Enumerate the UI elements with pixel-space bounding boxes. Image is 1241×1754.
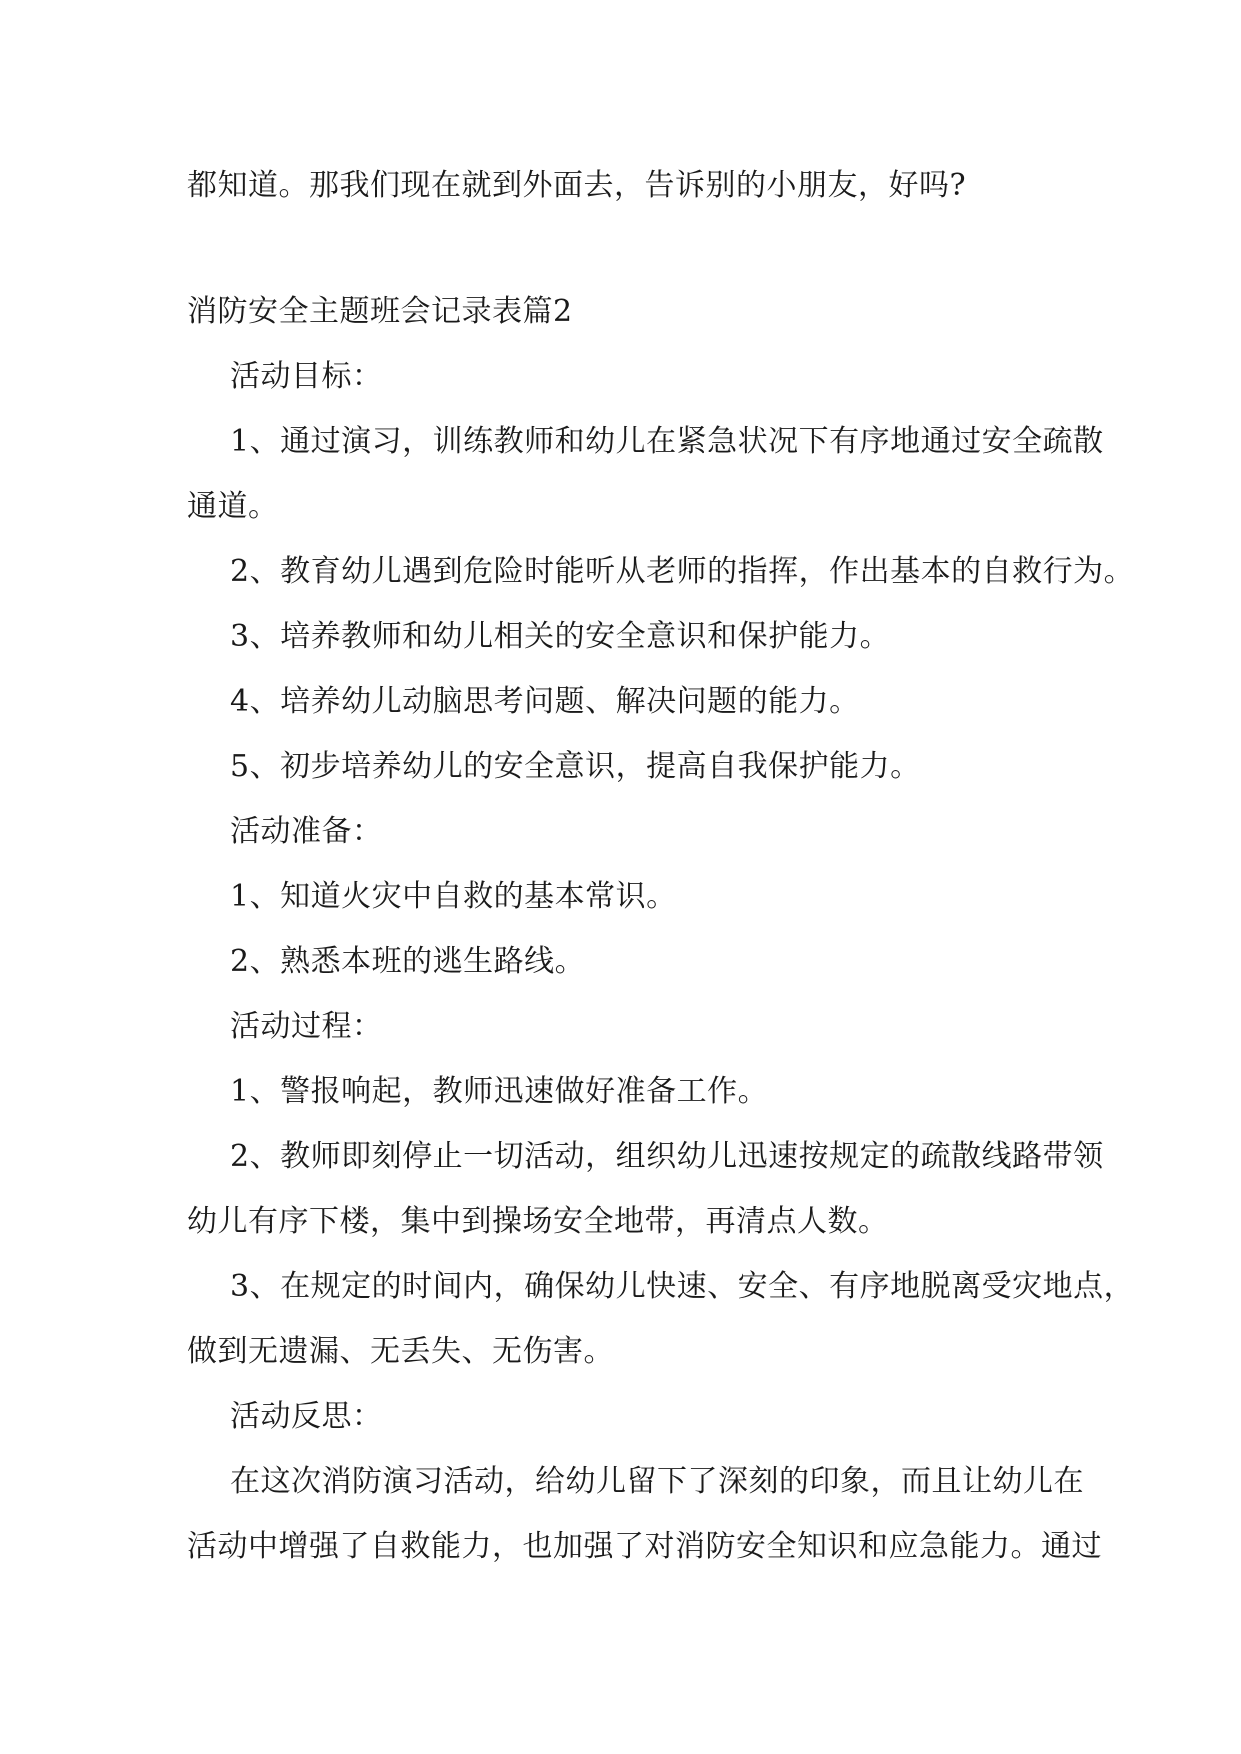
process-item-3-continued: 做到无遗漏、无丢失、无伤害。: [187, 1334, 614, 1369]
goal-item-3: 3、培养教师和幼儿相关的安全意识和保护能力。: [230, 619, 891, 654]
process-item-2-continued: 幼儿有序下楼，集中到操场安全地带，再清点人数。: [187, 1204, 889, 1239]
heading-activity-process: 活动过程：: [230, 1009, 383, 1044]
preparation-item-2: 2、熟悉本班的逃生路线。: [230, 944, 586, 979]
process-item-2: 2、教师即刻停止一切活动，组织幼儿迅速按规定的疏散线路带领: [230, 1139, 1104, 1174]
goal-item-2: 2、教育幼儿遇到危险时能听从老师的指挥，作出基本的自救行为。: [230, 554, 1135, 589]
heading-activity-goals: 活动目标：: [230, 359, 383, 394]
section-title: 消防安全主题班会记录表篇2: [187, 294, 573, 329]
reflection-paragraph-line-1: 在这次消防演习活动，给幼儿留下了深刻的印象，而且让幼儿在: [230, 1464, 1084, 1499]
goal-item-4: 4、培养幼儿动脑思考问题、解决问题的能力。: [230, 684, 860, 719]
heading-activity-reflection: 活动反思：: [230, 1399, 383, 1434]
goal-item-1: 1、通过演习，训练教师和幼儿在紧急状况下有序地通过安全疏散: [230, 424, 1104, 459]
preparation-item-1: 1、知道火灾中自救的基本常识。: [230, 879, 677, 914]
process-item-1: 1、警报响起，教师迅速做好准备工作。: [230, 1074, 769, 1109]
reflection-paragraph-line-2: 活动中增强了自救能力，也加强了对消防安全知识和应急能力。通过: [187, 1529, 1102, 1564]
goal-item-1-continued: 通道。: [187, 489, 279, 524]
process-item-3: 3、在规定的时间内，确保幼儿快速、安全、有序地脱离受灾地点，: [230, 1269, 1135, 1304]
heading-activity-preparation: 活动准备：: [230, 814, 383, 849]
goal-item-5: 5、初步培养幼儿的安全意识，提高自我保护能力。: [230, 749, 921, 784]
paragraph-continuation: 都知道。那我们现在就到外面去，告诉别的小朋友，好吗?: [187, 168, 967, 203]
